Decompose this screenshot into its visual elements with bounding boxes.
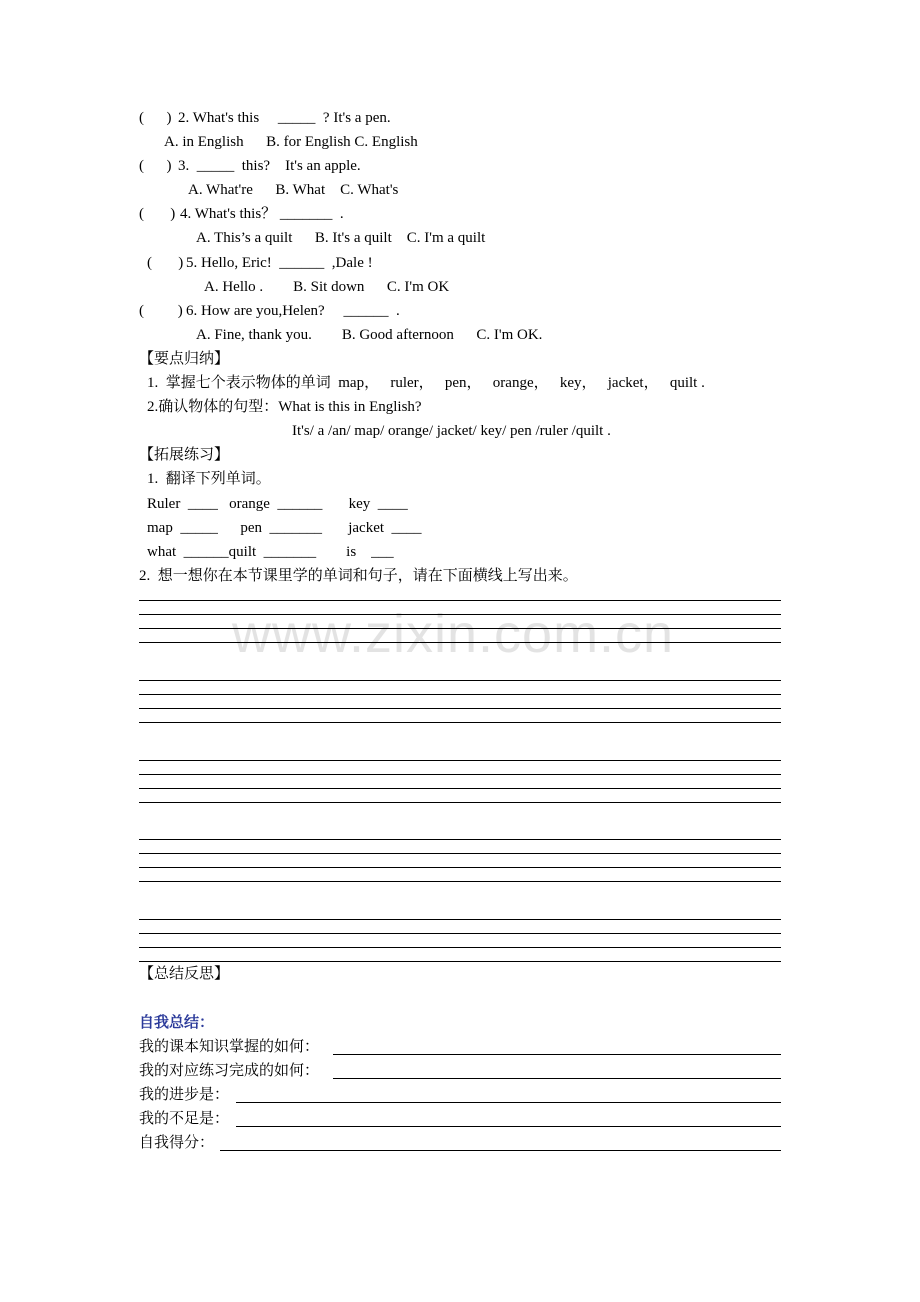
translation-row[interactable]: what ______quilt _______ is ___ [147,544,394,560]
question-options: A. Fine, thank you. B. Good afternoon C. I'm OK. [196,327,543,343]
answer-line[interactable] [236,1102,781,1103]
self-summary-label: 我的不足是： [139,1111,230,1127]
answer-line[interactable] [333,1054,781,1055]
translation-row[interactable]: map _____ pen _______ jacket ____ [147,520,422,536]
answer-paren[interactable]: ( ) [139,206,176,222]
writing-line[interactable] [139,760,781,761]
writing-line[interactable] [139,947,781,948]
writing-line[interactable] [139,839,781,840]
question-options: A. What're B. What C. What's [188,182,399,198]
self-summary-label: 我的课本知识掌握的如何： [139,1039,320,1055]
writing-line[interactable] [139,933,781,934]
writing-line[interactable] [139,694,781,695]
question-options: A. Hello . B. Sit down C. I'm OK [204,279,450,295]
key-points-line: 2.确认物体的句型：What is this in English? [147,399,422,415]
watermark: www.zixin.com.cn [232,604,675,664]
key-points-line: 1. 掌握七个表示物体的单词 map， ruler， pen， orange， key， jacket， quilt . [147,375,705,391]
answer-paren[interactable]: ( ) [139,158,172,174]
writing-line[interactable] [139,722,781,723]
answer-paren[interactable]: ( ) [139,303,183,319]
answer-paren[interactable]: ( ) [147,255,184,271]
key-points-line: It's/ a /an/ map/ orange/ jacket/ key/ pen /ruler /quilt . [292,423,611,439]
writing-line[interactable] [139,680,781,681]
writing-line[interactable] [139,642,781,643]
writing-line[interactable] [139,600,781,601]
question-options: A. in English B. for English C. English [164,134,418,150]
writing-line[interactable] [139,802,781,803]
writing-line[interactable] [139,708,781,709]
writing-line[interactable] [139,853,781,854]
practice-task: 1. 翻译下列单词。 [147,471,271,487]
writing-line[interactable] [139,919,781,920]
writing-line[interactable] [139,774,781,775]
writing-line[interactable] [139,788,781,789]
writing-line[interactable] [139,614,781,615]
answer-paren[interactable]: ( ) [139,110,172,126]
summary-heading: 【总结反思】 [139,966,230,982]
key-points-heading: 【要点归纳】 [139,351,230,367]
self-summary-title: 自我总结： [139,1015,215,1031]
question-stem: 3. _____ this? It's an apple. [178,158,361,174]
writing-line[interactable] [139,961,781,962]
question-stem: 2. What's this _____ ? It's a pen. [178,110,391,126]
writing-line[interactable] [139,867,781,868]
question-stem: 5. Hello, Eric! ______ ,Dale ! [186,255,373,271]
answer-line[interactable] [236,1126,781,1127]
self-summary-label: 自我得分： [139,1135,215,1151]
writing-line[interactable] [139,628,781,629]
self-summary-label: 我的对应练习完成的如何： [139,1063,320,1079]
answer-line[interactable] [333,1078,781,1079]
practice-task: 2. 想一想你在本节课里学的单词和句子，请在下面横线上写出来。 [139,568,578,584]
question-stem: 4. What's this？ _______ . [180,206,344,222]
practice-heading: 【拓展练习】 [139,447,230,463]
answer-line[interactable] [220,1150,781,1151]
writing-line[interactable] [139,881,781,882]
self-summary-label: 我的进步是： [139,1087,230,1103]
question-stem: 6. How are you,Helen? ______ . [186,303,400,319]
question-options: A. This’s a quilt B. It's a quilt C. I'm a quilt [196,230,486,246]
translation-row[interactable]: Ruler ____ orange ______ key ____ [147,496,408,512]
